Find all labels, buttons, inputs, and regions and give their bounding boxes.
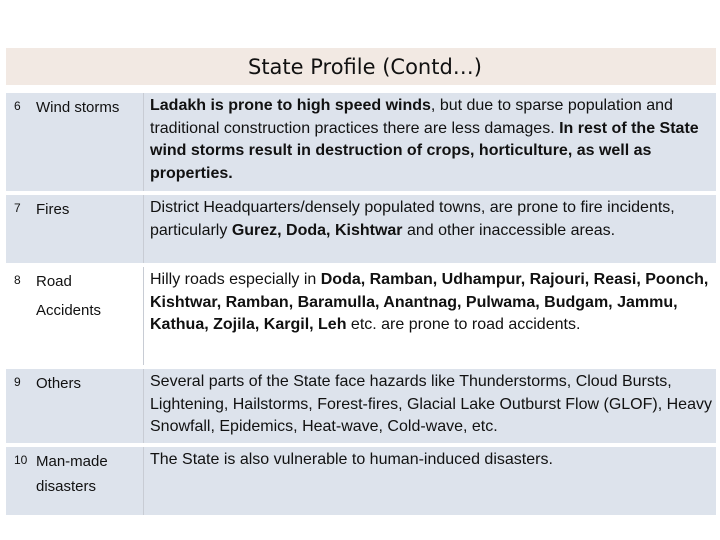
description-text: , but due to sparse population and traditional construction practices there are less damages. — [150, 97, 673, 137]
hazard-description — [144, 369, 716, 443]
row-number: 10 — [6, 447, 32, 515]
row-number: 8 — [6, 267, 32, 365]
table-row — [6, 195, 716, 263]
hazard-type-label-line2: disasters — [36, 478, 97, 495]
hazard-type — [32, 369, 144, 443]
page-title: State Profile (Contd…) — [247, 54, 482, 79]
hazard-type-label: Man-made — [36, 453, 108, 470]
hazard-description — [144, 195, 716, 263]
table-row — [6, 93, 716, 191]
hazard-type-label: Others — [36, 375, 82, 392]
table-row — [6, 447, 716, 515]
hazard-type-label: Road — [36, 273, 72, 290]
description-bold-text: Doda, Ramban, Udhampur, Rajouri, Reasi, Poonch, Kishtwar, Ramban, Baramulla, Anantnag, Pulwama, Budgam, Jammu, Kathua, Zojila, Kargil, Leh — [150, 271, 709, 333]
description-text: and other inaccessible areas. — [402, 221, 616, 239]
description-bold-text: Gurez, Doda, Kishtwar — [231, 221, 403, 239]
title-bar — [6, 48, 716, 85]
hazard-type-label: Wind storms — [36, 99, 120, 116]
hazard-description — [144, 93, 716, 191]
description-text: The State is also vulnerable to human-induced disasters. — [150, 451, 553, 468]
description-bold-text: Ladakh is prone to high speed winds — [150, 97, 431, 114]
hazard-type — [32, 267, 144, 365]
hazard-description — [144, 447, 716, 515]
row-number: 9 — [6, 369, 32, 443]
hazard-type — [32, 93, 144, 191]
hazard-table — [6, 89, 716, 519]
hazard-type — [32, 447, 144, 515]
description-text: District Headquarters/densely populated towns, are prone to fire incidents, particularly — [150, 199, 675, 239]
description-bold-text: In rest of the State wind storms result in destruction of crops, horticulture, as well as properties. — [150, 119, 699, 182]
row-number: 6 — [6, 93, 32, 191]
description-text: etc. are prone to road accidents. — [346, 316, 581, 333]
hazard-description — [144, 267, 716, 365]
table-row — [6, 267, 716, 365]
hazard-type-label: Fires — [36, 201, 70, 218]
description-text: Several parts of the State face hazards like Thunderstorms, Cloud Bursts, Lightening, Hailstorms, Forest-fires, Glacial Lake Outburst Flow (GLOF), Heavy Snowfall, Epidemics, Heat-wave, Cold-wave, etc. — [150, 373, 712, 435]
description-text: Hilly roads especially in — [150, 271, 321, 288]
hazard-type — [32, 195, 144, 263]
table-row — [6, 369, 716, 443]
hazard-type-label-line2: Accidents — [36, 302, 102, 319]
row-number: 7 — [6, 195, 32, 263]
